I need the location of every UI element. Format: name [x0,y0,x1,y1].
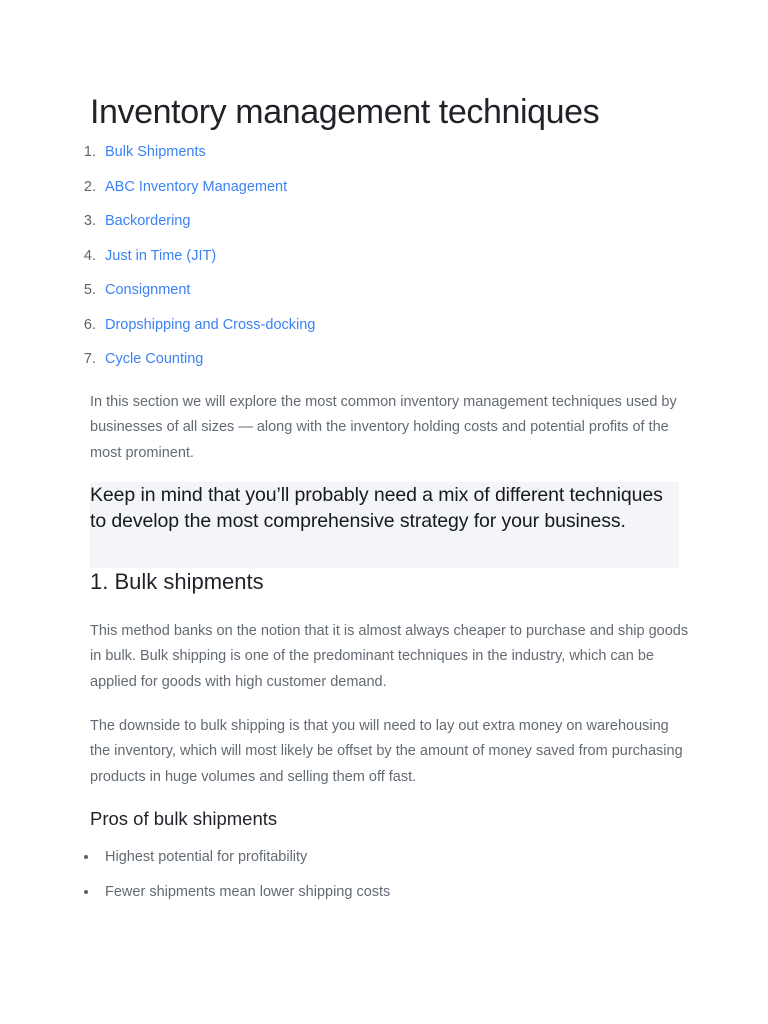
callout-text: Keep in mind that you’ll probably need a mix of different techniques to develop the most comprehensive strategy for your business. [90,484,663,532]
list-item-text: Highest potential for profitability [105,849,308,865]
section-paragraph: The downside to bulk shipping is that you will need to lay out extra money on warehousing the inventory, which will most likely be offset by the amount of money saved from purchasing products in huge volumes and selling them off fast. [90,718,683,785]
toc-number: 1. [83,144,96,160]
toc-link-abc-inventory[interactable]: ABC Inventory Management [105,178,288,195]
section-heading-bulk-shipments: 1. Bulk shipments [90,569,264,594]
toc-number: 7. [83,351,96,367]
bullet-icon [84,890,88,894]
toc-link-just-in-time[interactable]: Just in Time (JIT) [105,247,217,264]
bullet-icon [84,855,88,859]
toc-number: 6. [83,316,96,333]
intro-paragraph: In this section we will explore the most common inventory management techniques used by businesses of all sizes — along with the inventory holding costs and potential profits of the most prominent. [90,394,677,461]
toc-link-consignment[interactable]: Consignment [105,282,191,298]
toc-link-bulk-shipments[interactable]: Bulk Shipments [105,144,206,160]
list-item-text: Fewer shipments mean lower shipping costs [105,883,391,900]
page-title: Inventory management techniques [90,93,600,131]
toc-link-cycle-counting[interactable]: Cycle Counting [105,351,204,367]
section-paragraph: This method banks on the notion that it is almost always cheaper to purchase and ship goods in bulk. Bulk shipping is one of the predominant techniques in the industry, which can be applied for goods with high customer demand. [90,623,689,690]
toc-number: 4. [83,247,96,264]
toc-number: 2. [83,178,96,195]
toc-number: 5. [83,282,96,298]
toc-link-dropshipping[interactable]: Dropshipping and Cross-docking [105,316,316,333]
callout-box [90,482,679,568]
subheading-pros: Pros of bulk shipments [90,808,278,829]
toc-number: 3. [83,213,96,229]
toc-link-backordering[interactable]: Backordering [105,213,191,229]
